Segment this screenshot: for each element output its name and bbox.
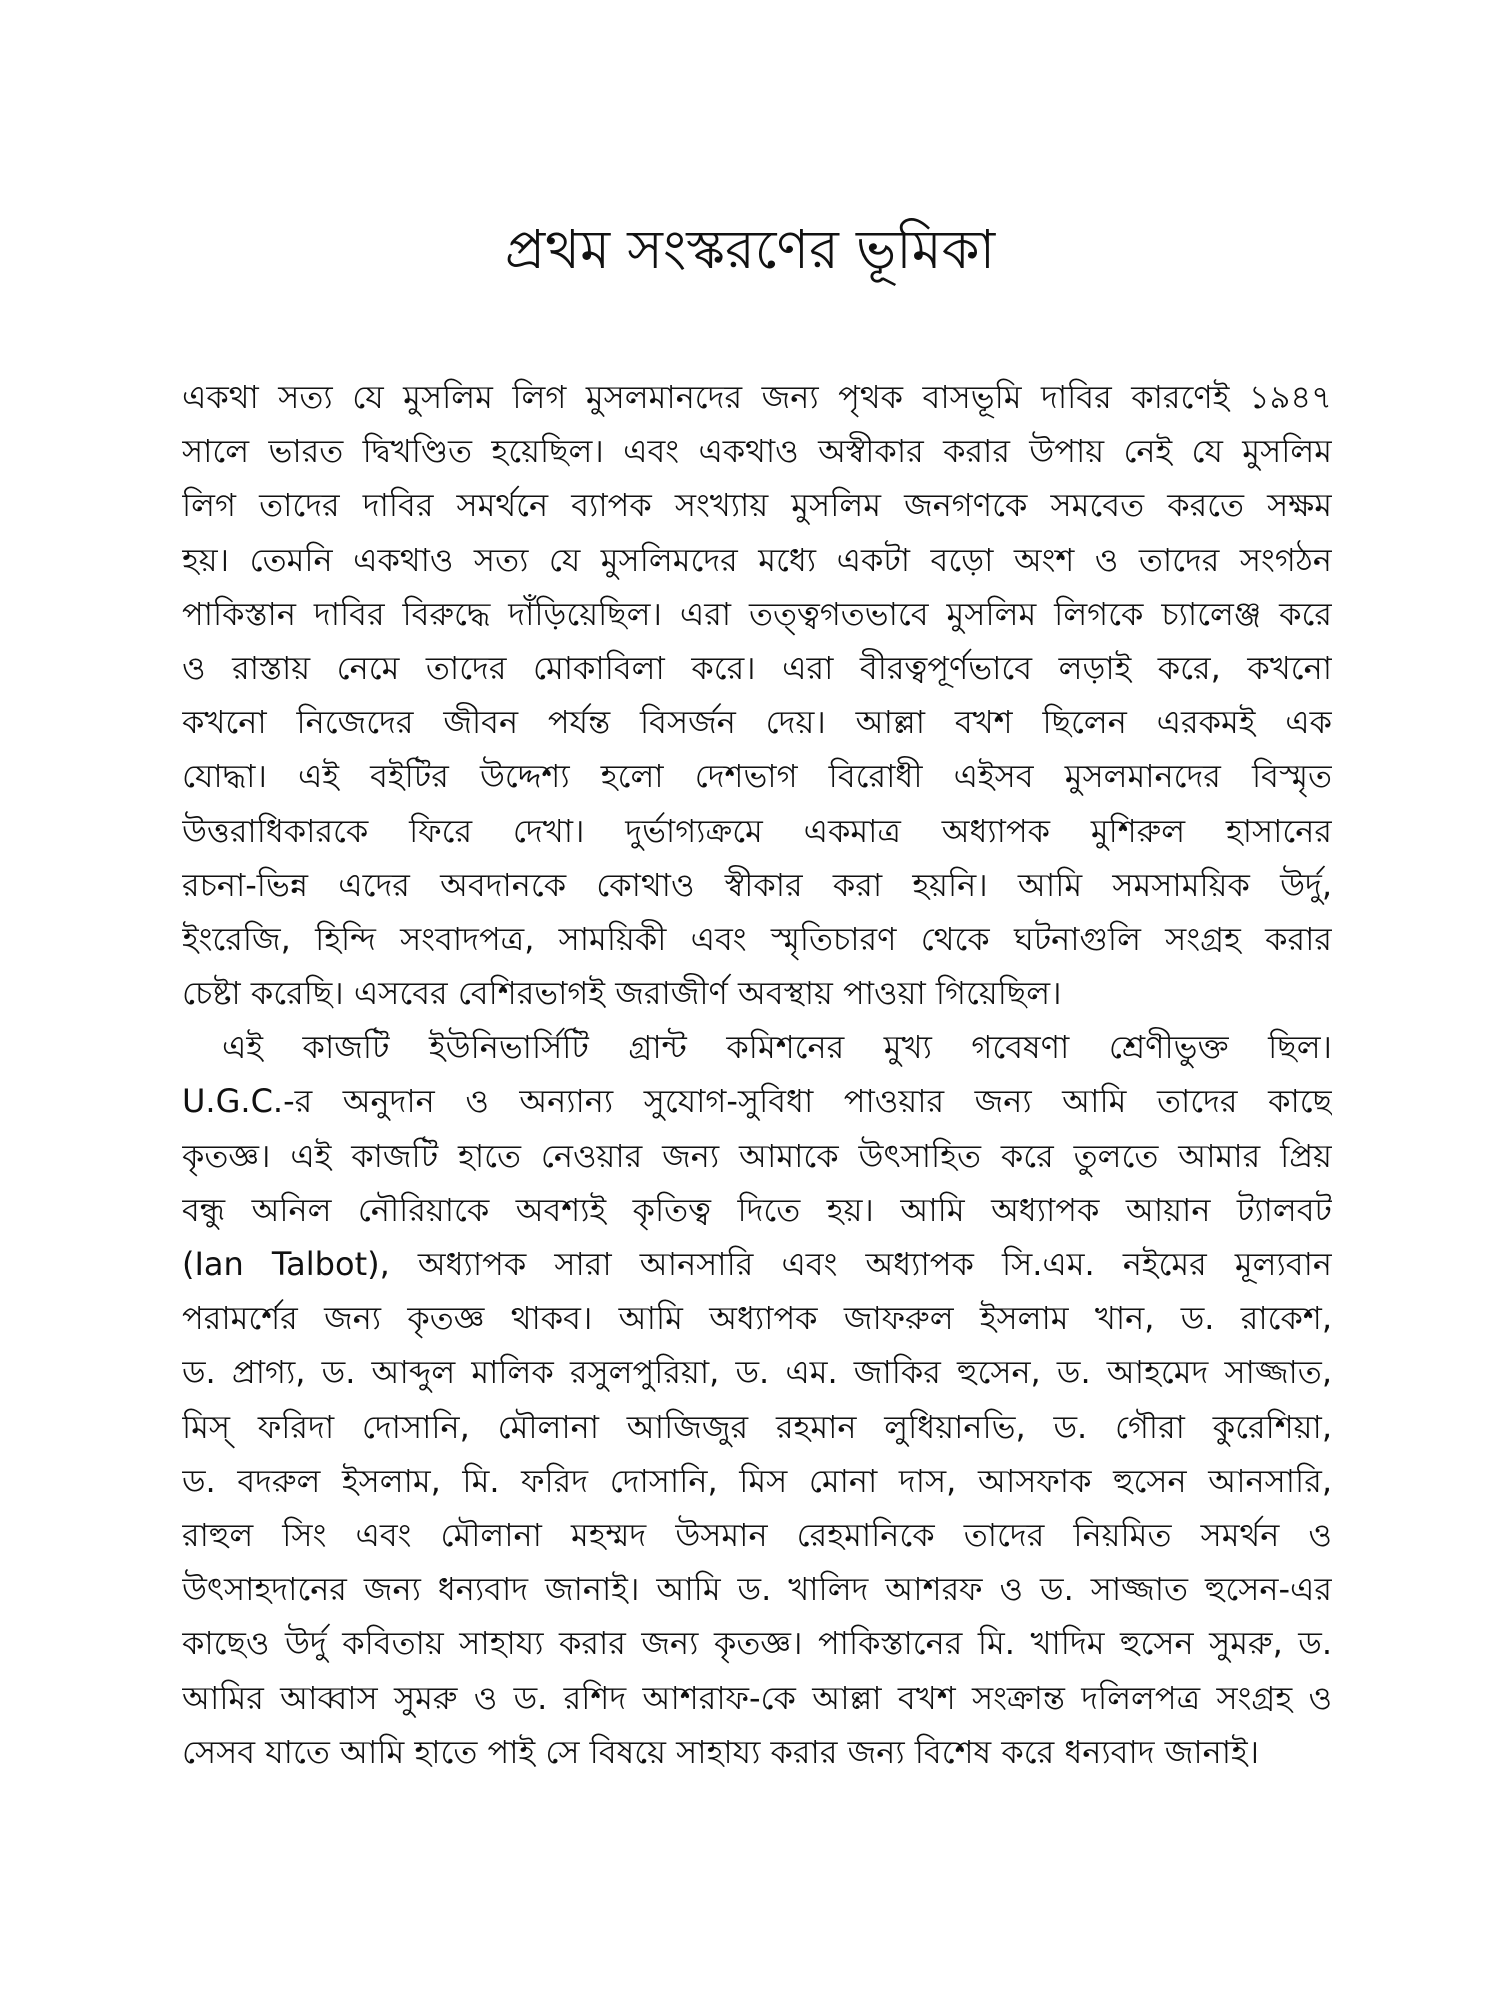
text-line: কাছেও উর্দু কবিতায় সাহায্য করার জন্য কৃতজ্ঞ। পাকিস্তানের মি. খাদিম হুসেন সুমরু, ড.: [182, 1624, 1332, 1663]
text-line: যোদ্ধা। এই বইটির উদ্দেশ্য হলো দেশভাগ বিরোধী এইসব মুসলমানদের বিস্মৃত: [182, 757, 1332, 796]
text-line: পরামর্শের জন্য কৃতজ্ঞ থাকব। আমি অধ্যাপক জাফরুল ইসলাম খান, ড. রাকেশ,: [182, 1299, 1332, 1338]
text-line: ড. বদরুল ইসলাম, মি. ফরিদ দোসানি, মিস মোনা দাস, আসফাক হুসেন আনসারি,: [182, 1461, 1332, 1500]
text-line: হয়। তেমনি একথাও সত্য যে মুসলিমদের মধ্যে একটা বড়ো অংশ ও তাদের সংগঠন: [182, 540, 1332, 579]
text-line: আমির আব্বাস সুমরু ও ড. রশিদ আশরাফ-কে আল্লা বখশ সংক্রান্ত দলিলপত্র সংগ্রহ ও: [182, 1678, 1332, 1717]
text-line: কৃতজ্ঞ। এই কাজটি হাতে নেওয়ার জন্য আমাকে উৎসাহিত করে তুলতে আমার প্রিয়: [182, 1136, 1332, 1175]
page-title: প্রথম সংস্করণের ভূমিকা: [504, 218, 996, 281]
text-line: পাকিস্তান দাবির বিরুদ্ধে দাঁড়িয়েছিল। এরা তত্ত্বগতভাবে মুসলিম লিগকে চ্যালেঞ্জ করে: [182, 594, 1332, 633]
text-line: উত্তরাধিকারকে ফিরে দেখা। দুর্ভাগ্যক্রমে একমাত্র অধ্যাপক মুশিরুল হাসানের: [182, 811, 1332, 850]
text-line: একথা সত্য যে মুসলিম লিগ মুসলমানদের জন্য পৃথক বাসভূমি দাবির কারণেই ১৯৪৭: [182, 378, 1332, 416]
text-line: বন্ধু অনিল নৌরিয়াকে অবশ্যই কৃতিত্ব দিতে হয়। আমি অধ্যাপক আয়ান ট্যালবট: [182, 1190, 1332, 1229]
text-line: এই কাজটি ইউনিভার্সিটি গ্রান্ট কমিশনের মুখ্য গবেষণা শ্রেণীভুক্ত ছিল।: [222, 1028, 1332, 1067]
preface-body: [182, 370, 1332, 1779]
text-line: সালে ভারত দ্বিখণ্ডিত হয়েছিল। এবং একথাও অস্বীকার করার উপায় নেই যে মুসলিম: [182, 432, 1332, 471]
text-line: লিগ তাদের দাবির সমর্থনে ব্যাপক সংখ্যায় মুসলিম জনগণকে সমবেত করতে সক্ষম: [182, 486, 1332, 525]
text-line: মিস্ ফরিদা দোসানি, মৌলানা আজিজুর রহমান লুধিয়ানভি, ড. গৌরা কুরেশিয়া,: [182, 1407, 1332, 1446]
text-line: ইংরেজি, হিন্দি সংবাদপত্র, সাময়িকী এবং স্মৃতিচারণ থেকে ঘটনাগুলি সংগ্রহ করার: [182, 919, 1332, 958]
text-line: রাহুল সিং এবং মৌলানা মহম্মদ উসমান রেহমানিকে তাদের নিয়মিত সমর্থন ও: [182, 1515, 1332, 1554]
text-line: সেসব যাতে আমি হাতে পাই সে বিষয়ে সাহায্য করার জন্য বিশেষ করে ধন্যবাদ জানাই।: [182, 1732, 1260, 1771]
text-line: উৎসাহদানের জন্য ধন্যবাদ জানাই। আমি ড. খালিদ আশরফ ও ড. সাজ্জাত হুসেন-এর: [182, 1570, 1332, 1609]
paragraph-1: [182, 370, 1332, 1020]
text-line: ও রাস্তায় নেমে তাদের মোকাবিলা করে। এরা বীরত্বপূর্ণভাবে লড়াই করে, কখনো: [182, 648, 1332, 687]
text-line: রচনা-ভিন্ন এদের অবদানকে কোথাও স্বীকার করা হয়নি। আমি সমসাময়িক উর্দু,: [182, 865, 1332, 904]
text-line: ড. প্রাগ্য, ড. আব্দুল মালিক রসুলপুরিয়া, ড. এম. জাকির হুসেন, ড. আহমেদ সাজ্জাত,: [182, 1353, 1332, 1392]
text-line: কখনো নিজেদের জীবন পর্যন্ত বিসর্জন দেয়। আল্লা বখশ ছিলেন এরকমই এক: [182, 703, 1332, 742]
paragraph-2: [182, 1020, 1332, 1779]
text-line: চেষ্টা করেছি। এসবের বেশিরভাগই জরাজীর্ণ অবস্থায় পাওয়া গিয়েছিল।: [182, 974, 1062, 1013]
text-line: (Ian Talbot), অধ্যাপক সারা আনসারি এবং অধ্যাপক সি.এম. নইমের মূল্যবান: [182, 1245, 1332, 1283]
text-line: U.G.C.-র অনুদান ও অন্যান্য সুযোগ-সুবিধা পাওয়ার জন্য আমি তাদের কাছে: [182, 1082, 1332, 1121]
